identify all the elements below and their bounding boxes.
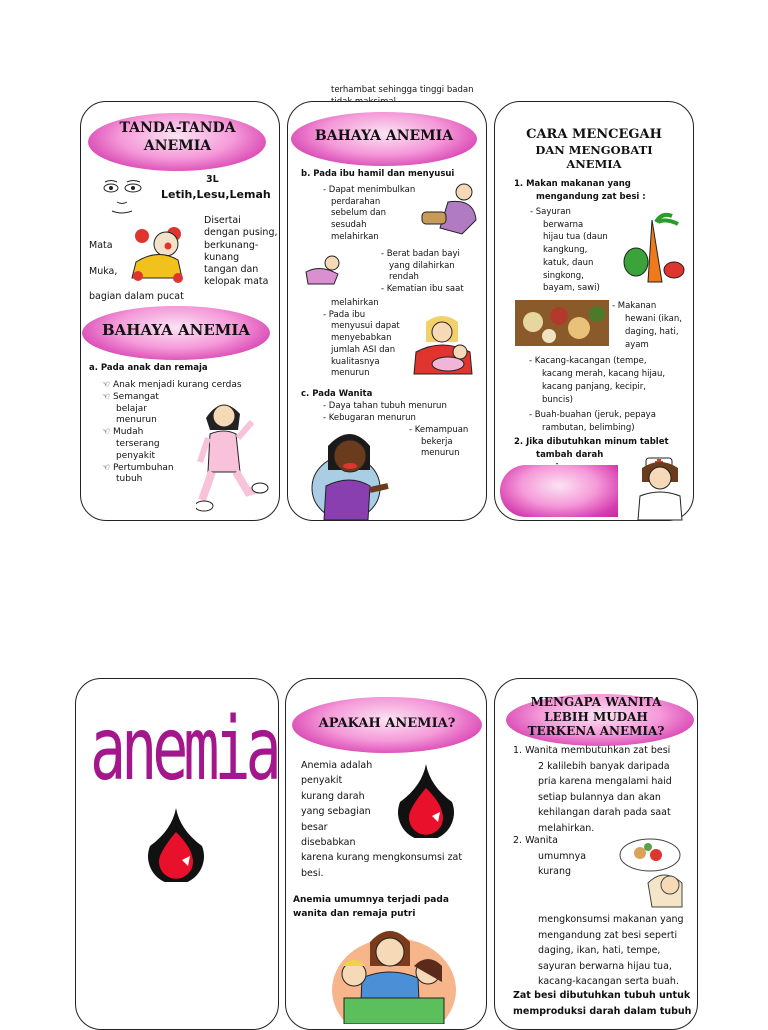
c-list-1: - Daya tahan tubuh menurun - Kebugaran menurun	[323, 401, 447, 423]
label-muka: Muka,	[89, 266, 118, 277]
tired-woman-icon	[306, 426, 394, 522]
label-mata: Mata	[89, 240, 113, 251]
b-list-2: - Berat badan bayi yang dilahirkan rendah - Kematian ibu saat	[381, 249, 464, 295]
blood-drop-icon	[140, 806, 212, 882]
pregnant-mother-icon	[418, 180, 480, 240]
b-list-3: melahirkan - Pada ibu menyusui dapat menyebabkan jumlah ASI dan kualitasnya menurun	[323, 298, 400, 379]
baby-icon	[302, 254, 344, 288]
hewani-list: - Makanan hewani (ikan, daging, hati, ayam	[612, 301, 682, 350]
reason-3: mengkonsumsi makanan yang mengandung zat besi seperti daging, ikan, hati, tempe, sayuran berwarna hijau tua, kacang-kacangan serta buah.	[538, 914, 684, 988]
c-heading: c. Pada Wanita	[301, 389, 373, 399]
b-list-1: - Dapat menimbulkan perdarahan sebelum dan sesudah melahirkan	[323, 185, 416, 242]
label-letih-lesu-lemah: Letih,Lesu,Lemah	[161, 188, 271, 201]
disertai-text: Disertai dengan pusing, berkunang- kunang tangan dan kelopak mata	[204, 215, 278, 288]
panel3-title: CARA MENCEGAH DAN MENGOBATI ANEMIA	[526, 127, 662, 171]
food-dish-icon	[515, 300, 609, 346]
panel1-bahaya-title: BAHAYA ANEMIA	[101, 321, 251, 339]
pink-banner	[500, 465, 618, 517]
tired-face-icon	[100, 178, 148, 216]
pointer-hand-icon: ☜	[102, 427, 113, 438]
c-list-2: - Kemampuan bekerja menurun	[409, 425, 469, 459]
panel1-title: TANDA-TANDA ANEMIA	[119, 120, 236, 154]
closing-text: Zat besi dibutuhkan tubuh untuk memproduksi darah dalam tubuh	[513, 990, 692, 1017]
label-3l: 3L	[206, 174, 219, 185]
pointer-hand-icon: ☜	[102, 380, 113, 390]
definition-text: Anemia adalah penyakit kurang darah yang sebagian besar disebabkan karena kurang mengkonsumsi zat besi.	[301, 760, 463, 879]
reason-1: 1. Wanita membutuhkan zat besi 2 kalilebih banyak daripada pria karena mengalami haid setiap bulannya dan akan kehilangan darah pada saat melahirkan.	[513, 745, 672, 834]
breastfeeding-mother-icon	[408, 312, 480, 378]
sayuran-list: - Sayuran berwarna hijau tua (daun kangkung, katuk, daun singkong, bayam, sawi)	[530, 207, 608, 294]
b-heading: b. Pada ibu hamil dan menyusui	[301, 169, 455, 179]
panel6-title: MENGAPA WANITA LEBIH MUDAH TERKENA ANEMIA?	[527, 695, 665, 738]
girl-walking-icon	[196, 396, 270, 518]
panel5-title: APAKAH ANEMIA?	[318, 716, 456, 731]
cover-title: anemia	[90, 699, 277, 801]
pointer-hand-icon: ☜	[102, 391, 113, 402]
panel2-title: BAHAYA ANEMIA	[314, 128, 454, 144]
prevent-item-1: 1. Makan makanan yang mengandung zat besi :	[514, 179, 646, 202]
thinking-woman-food-icon	[612, 835, 692, 909]
clown-icon	[122, 222, 194, 284]
reason-2: 2. Wanita umumnya kurang	[513, 835, 587, 878]
blood-drop-icon	[390, 762, 462, 838]
mother-daughter-reading-icon	[318, 926, 468, 1024]
a-list: ☜ Anak menjadi kurang cerdas ☜ Semangat belajar menurun ☜ Mudah terserang penyakit ☜ Pertumbuhan tubuh	[102, 380, 242, 485]
a-heading: a. Pada anak dan remaja	[89, 363, 208, 373]
top-note-line1: terhambat sehingga tinggi badan	[331, 85, 474, 95]
buah-list: - Buah-buahan (jeruk, pepaya rambutan, belimbing)	[529, 410, 656, 433]
note-text: Anemia umumnya terjadi pada wanita dan remaja putri	[293, 895, 449, 919]
vegetables-icon	[622, 212, 686, 286]
pointer-hand-icon: ☜	[102, 462, 113, 473]
kacang-list: - Kacang-kacangan (tempe, kacang merah, kacang hijau, kacang panjang, kecipir, buncis)	[529, 356, 666, 405]
nurse-icon	[632, 452, 688, 522]
prevent-item-2: 2. Jika dibutuhkan minum tablet tambah darah	[514, 437, 669, 460]
label-pucat: bagian dalam pucat	[89, 291, 184, 302]
